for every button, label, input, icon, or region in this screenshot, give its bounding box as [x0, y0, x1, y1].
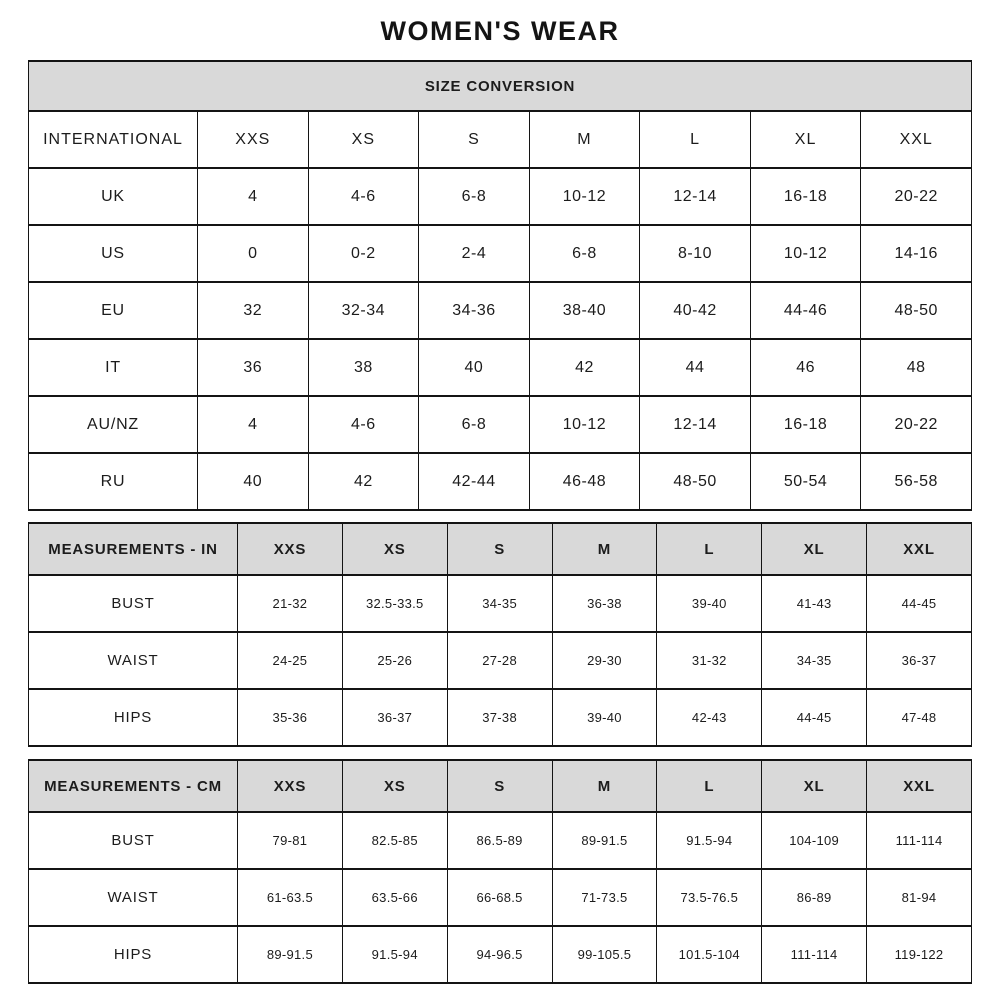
size-value-cell: 25-26: [342, 632, 447, 689]
table-row: [29, 225, 972, 282]
size-value-cell: 38-40: [529, 282, 640, 339]
measurements-cm-table: [28, 759, 972, 984]
page-title: WOMEN'S WEAR: [380, 16, 620, 46]
size-value-cell: 39-40: [657, 575, 762, 632]
size-value-cell: 29-30: [552, 632, 657, 689]
size-value-cell: 91.5-94: [342, 926, 447, 983]
row-label: WAIST: [29, 869, 238, 926]
size-value-cell: 32-34: [308, 282, 419, 339]
size-value-cell: 44-46: [750, 282, 861, 339]
table-row: [29, 168, 972, 225]
size-value-cell: 10-12: [529, 396, 640, 453]
size-value-cell: 2-4: [419, 225, 530, 282]
size-value-cell: 86.5-89: [447, 812, 552, 869]
size-column-header: XXS: [238, 523, 343, 575]
size-value-cell: 48: [861, 339, 972, 396]
table-row: [29, 339, 972, 396]
size-value-cell: 101.5-104: [657, 926, 762, 983]
size-column-header: L: [657, 523, 762, 575]
table-header-row: [29, 760, 972, 812]
size-value-cell: 99-105.5: [552, 926, 657, 983]
table-header-label: INTERNATIONAL: [29, 111, 198, 168]
size-value-cell: 16-18: [750, 396, 861, 453]
size-value-cell: 71-73.5: [552, 869, 657, 926]
row-label: AU/NZ: [29, 396, 198, 453]
size-column-header: XL: [750, 111, 861, 168]
table-header-row: [29, 523, 972, 575]
size-value-cell: 4-6: [308, 396, 419, 453]
row-label: BUST: [29, 575, 238, 632]
size-value-cell: 42-44: [419, 453, 530, 510]
table-header-row: [29, 111, 972, 168]
size-value-cell: 48-50: [640, 453, 751, 510]
size-column-header: XXL: [867, 760, 972, 812]
size-value-cell: 6-8: [419, 396, 530, 453]
size-value-cell: 89-91.5: [238, 926, 343, 983]
size-column-header: S: [447, 760, 552, 812]
row-label: UK: [29, 168, 198, 225]
size-value-cell: 39-40: [552, 689, 657, 746]
size-value-cell: 40: [419, 339, 530, 396]
table-header-label: MEASUREMENTS - IN: [29, 523, 238, 575]
size-column-header: S: [419, 111, 530, 168]
size-value-cell: 42: [308, 453, 419, 510]
size-value-cell: 104-109: [762, 812, 867, 869]
size-value-cell: 44: [640, 339, 751, 396]
size-value-cell: 24-25: [238, 632, 343, 689]
size-value-cell: 46-48: [529, 453, 640, 510]
size-column-header: XXS: [238, 760, 343, 812]
size-value-cell: 94-96.5: [447, 926, 552, 983]
size-value-cell: 119-122: [867, 926, 972, 983]
size-column-header: S: [447, 523, 552, 575]
size-value-cell: 40-42: [640, 282, 751, 339]
size-column-header: M: [552, 523, 657, 575]
size-value-cell: 38: [308, 339, 419, 396]
measurements-in-table: [28, 522, 972, 747]
table-row: [29, 689, 972, 746]
table-row: [29, 575, 972, 632]
size-value-cell: 32.5-33.5: [342, 575, 447, 632]
size-column-header: XXL: [861, 111, 972, 168]
size-value-cell: 44-45: [867, 575, 972, 632]
size-column-header: XS: [342, 760, 447, 812]
size-value-cell: 42: [529, 339, 640, 396]
size-value-cell: 34-36: [419, 282, 530, 339]
size-value-cell: 37-38: [447, 689, 552, 746]
size-value-cell: 32: [198, 282, 309, 339]
size-column-header: XS: [308, 111, 419, 168]
size-column-header: L: [640, 111, 751, 168]
row-label: HIPS: [29, 926, 238, 983]
size-value-cell: 21-32: [238, 575, 343, 632]
size-column-header: M: [529, 111, 640, 168]
size-value-cell: 34-35: [447, 575, 552, 632]
size-value-cell: 10-12: [750, 225, 861, 282]
size-value-cell: 31-32: [657, 632, 762, 689]
size-value-cell: 61-63.5: [238, 869, 343, 926]
table-header-label: MEASUREMENTS - CM: [29, 760, 238, 812]
table-row: [29, 282, 972, 339]
size-value-cell: 27-28: [447, 632, 552, 689]
table-banner: SIZE CONVERSION: [29, 61, 972, 111]
size-value-cell: 36-38: [552, 575, 657, 632]
size-conversion-table: [28, 60, 972, 511]
table-banner-row: [29, 61, 972, 111]
size-value-cell: 14-16: [861, 225, 972, 282]
table-row: [29, 869, 972, 926]
size-value-cell: 79-81: [238, 812, 343, 869]
size-value-cell: 89-91.5: [552, 812, 657, 869]
size-value-cell: 20-22: [861, 168, 972, 225]
size-column-header: XXL: [867, 523, 972, 575]
table-row: [29, 453, 972, 510]
size-value-cell: 16-18: [750, 168, 861, 225]
row-label: BUST: [29, 812, 238, 869]
size-value-cell: 111-114: [867, 812, 972, 869]
row-label: WAIST: [29, 632, 238, 689]
size-value-cell: 40: [198, 453, 309, 510]
size-value-cell: 56-58: [861, 453, 972, 510]
table-row: [29, 926, 972, 983]
size-value-cell: 36-37: [867, 632, 972, 689]
size-value-cell: 35-36: [238, 689, 343, 746]
size-value-cell: 41-43: [762, 575, 867, 632]
size-value-cell: 6-8: [529, 225, 640, 282]
size-value-cell: 4: [198, 168, 309, 225]
size-value-cell: 63.5-66: [342, 869, 447, 926]
size-value-cell: 36-37: [342, 689, 447, 746]
size-value-cell: 20-22: [861, 396, 972, 453]
size-value-cell: 10-12: [529, 168, 640, 225]
size-value-cell: 44-45: [762, 689, 867, 746]
row-label: RU: [29, 453, 198, 510]
size-value-cell: 0-2: [308, 225, 419, 282]
size-value-cell: 0: [198, 225, 309, 282]
size-value-cell: 4-6: [308, 168, 419, 225]
size-column-header: XL: [762, 523, 867, 575]
size-column-header: M: [552, 760, 657, 812]
size-column-header: XXS: [198, 111, 309, 168]
size-value-cell: 42-43: [657, 689, 762, 746]
size-value-cell: 48-50: [861, 282, 972, 339]
size-value-cell: 6-8: [419, 168, 530, 225]
row-label: EU: [29, 282, 198, 339]
size-value-cell: 91.5-94: [657, 812, 762, 869]
row-label: HIPS: [29, 689, 238, 746]
size-value-cell: 66-68.5: [447, 869, 552, 926]
size-value-cell: 46: [750, 339, 861, 396]
size-column-header: L: [657, 760, 762, 812]
row-label: US: [29, 225, 198, 282]
size-value-cell: 34-35: [762, 632, 867, 689]
table-row: [29, 812, 972, 869]
size-value-cell: 47-48: [867, 689, 972, 746]
row-label: IT: [29, 339, 198, 396]
size-column-header: XL: [762, 760, 867, 812]
size-value-cell: 82.5-85: [342, 812, 447, 869]
size-value-cell: 73.5-76.5: [657, 869, 762, 926]
size-value-cell: 12-14: [640, 168, 751, 225]
table-row: [29, 632, 972, 689]
size-value-cell: 81-94: [867, 869, 972, 926]
size-value-cell: 50-54: [750, 453, 861, 510]
size-value-cell: 8-10: [640, 225, 751, 282]
size-value-cell: 111-114: [762, 926, 867, 983]
size-value-cell: 36: [198, 339, 309, 396]
size-column-header: XS: [342, 523, 447, 575]
size-value-cell: 86-89: [762, 869, 867, 926]
table-row: [29, 396, 972, 453]
size-value-cell: 4: [198, 396, 309, 453]
size-value-cell: 12-14: [640, 396, 751, 453]
